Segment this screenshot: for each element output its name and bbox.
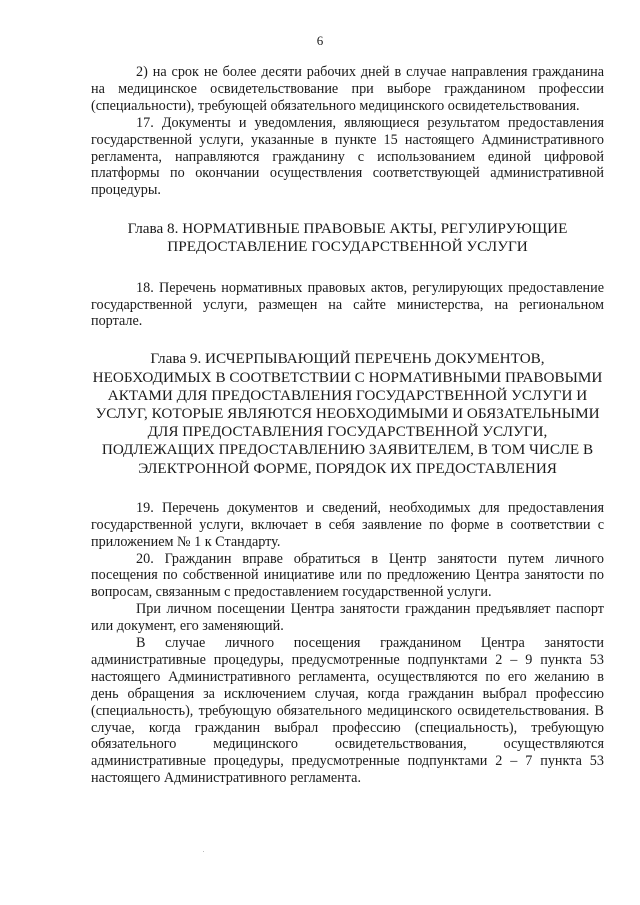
paragraph-18: 18. Перечень нормативных правовых актов, регулирующих предоставление государственной услуги, размещен на сайте министерства, на региональном портале. bbox=[91, 279, 604, 330]
paragraph-17: 17. Документы и уведомления, являющиеся результатом предоставления государственной услуги, указанные в пункте 15 настоящего Административного регламента, направляются гражданину с использованием единой цифровой платформы по окончании осуществления соответствующей административной процедуры. bbox=[91, 114, 604, 199]
chapter-9-title: Глава 9. ИСЧЕРПЫВАЮЩИЙ ПЕРЕЧЕНЬ ДОКУМЕНТОВ, НЕОБХОДИМЫХ В СООТВЕТСТВИИ С НОРМАТИВНЫМИ ПРАВОВЫМИ АКТАМИ ДЛЯ ПРЕДОСТАВЛЕНИЯ ГОСУДАРСТВЕННОЙ УСЛУГИ И УСЛУГ, КОТОРЫЕ ЯВЛЯЮТСЯ НЕОБХОДИМЫМИ И ОБЯЗАТЕЛЬНЫМИ ДЛЯ ПРЕДОСТАВЛЕНИЯ ГОСУДАРСТВЕННОЙ УСЛУГИ, ПОДЛЕЖАЩИХ ПРЕДОСТАВЛЕНИЮ ЗАЯВИТЕЛЕМ, В ТОМ ЧИСЛЕ В ЭЛЕКТРОННОЙ ФОРМЕ, ПОРЯДОК ИХ ПРЕДОСТАВЛЕНИЯ bbox=[92, 350, 603, 477]
document-body bbox=[91, 64, 604, 787]
paragraph-19: 19. Перечень документов и сведений, необходимых для предоставления государственной услуги, включает в себя заявление по форме в соответствии с приложением № 1 к Стандарту. bbox=[91, 499, 604, 550]
paragraph-20-passport: При личном посещении Центра занятости гражданин предъявляет паспорт или документ, его заменяющий. bbox=[91, 601, 604, 635]
chapter-8-title: Глава 8. НОРМАТИВНЫЕ ПРАВОВЫЕ АКТЫ, РЕГУЛИРУЮЩИЕ ПРЕДОСТАВЛЕНИЕ ГОСУДАРСТВЕННОЙ УСЛУГИ bbox=[127, 220, 568, 256]
page-number: 6 bbox=[316, 33, 324, 48]
paragraph-16-item-2: 2) на срок не более десяти рабочих дней в случае направления гражданина на медицинское освидетельствование при выборе гражданином профессии (специальности), требующей обязательного медицинского освидетельствования. bbox=[91, 64, 604, 114]
paragraph-20: 20. Гражданин вправе обратиться в Центр занятости путем личного посещения по собственной инициативе или по предложению Центра занятости по вопросам, связанным с предоставлением государственной услуги. bbox=[91, 550, 604, 601]
paragraph-20-procedures: В случае личного посещения гражданином Центра занятости административные процедуры, предусмотренные подпунктами 2 – 9 пункта 53 настоящего Административного регламента, осуществляются по его желанию в день обращения за исключением случая, когда гражданин выбрал профессию (специальность), требующую обязательного медицинского освидетельствования. В случае, когда гражданин выбрал профессию (специальность), требующую обязательного медицинского освидетельствования, осуществляются административные процедуры, предусмотренные подпунктами 2 – 7 пункта 53 настоящего Административного регламента. bbox=[91, 635, 604, 787]
scan-artifact bbox=[203, 851, 204, 852]
